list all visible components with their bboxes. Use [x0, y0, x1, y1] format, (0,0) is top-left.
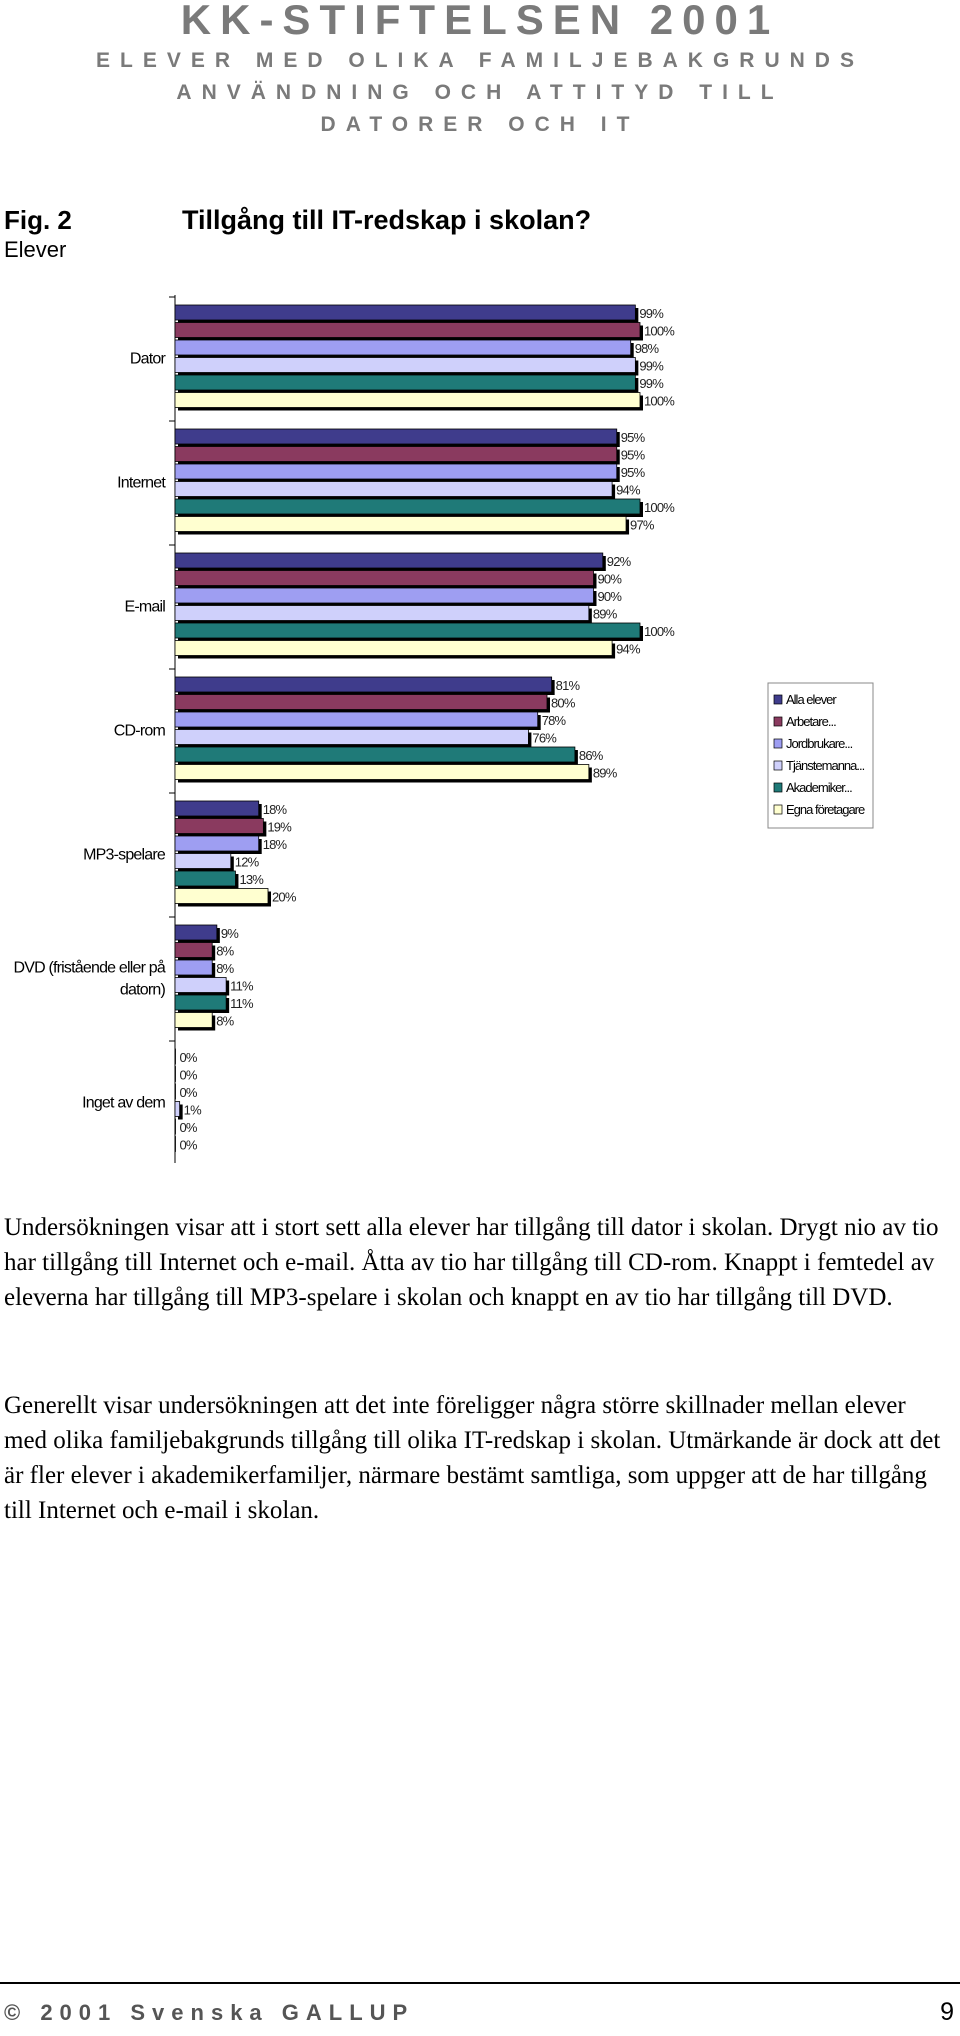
footer-copyright: © 2001 Svenska GALLUP [4, 2000, 415, 2025]
category-label: CD-rom [113, 722, 165, 740]
data-label: 95% [620, 430, 645, 445]
bar [175, 978, 226, 993]
page-footer [0, 1982, 960, 2036]
data-label: 0% [179, 1067, 197, 1083]
bar [175, 305, 635, 320]
data-label: 100% [644, 624, 675, 639]
legend-swatch [774, 805, 782, 814]
report-subtitle-line-1: ELEVER MED OLIKA FAMILJEBAKGRUNDS [96, 49, 864, 72]
bar [175, 960, 212, 975]
legend-entry: Tjänstemanna... [786, 758, 865, 773]
data-label: 94% [616, 482, 640, 498]
bar [175, 641, 612, 656]
data-label: 90% [597, 589, 622, 604]
bar [175, 447, 617, 462]
data-label: 0% [179, 1137, 197, 1153]
data-label: 0% [179, 1050, 197, 1065]
bar [175, 571, 594, 586]
data-label: 11% [230, 996, 253, 1011]
data-label: 89% [592, 765, 617, 781]
bar [175, 943, 212, 958]
legend-entry: Egna företagare [786, 802, 865, 817]
data-label: 86% [578, 748, 603, 763]
data-label: 18% [262, 802, 287, 817]
bar [175, 925, 217, 940]
data-label: 92% [606, 554, 631, 569]
data-label: 9% [220, 926, 239, 941]
data-label: 95% [620, 447, 645, 463]
figure-title: Tillgång till IT-redskap i skolan? [182, 205, 592, 235]
bar [175, 323, 640, 338]
legend-entry: Jordbrukare... [786, 736, 853, 751]
data-label: 98% [634, 341, 659, 356]
bar-chart [0, 290, 960, 1170]
data-label: 89% [592, 606, 617, 622]
data-label: 8% [216, 1013, 234, 1029]
data-label: 80% [551, 695, 575, 711]
report-title: KK-STIFTELSEN 2001 [180, 0, 780, 43]
legend-swatch [774, 695, 782, 704]
bar [175, 375, 635, 390]
report-subtitle-line-3: DATORER OCH IT [320, 113, 640, 136]
bar [175, 712, 538, 727]
bar [175, 1013, 212, 1028]
bar [175, 747, 575, 762]
bar [175, 429, 617, 444]
data-label: 0% [179, 1085, 197, 1100]
category-label: DVD (fristående eller på datorn) [13, 959, 165, 999]
bar [175, 340, 631, 355]
bar [175, 1049, 176, 1064]
legend-entry: Arbetare... [786, 714, 836, 729]
category-label: MP3-spelare [83, 846, 165, 864]
report-subtitle-line-2: ANVÄNDNING OCH ATTITYD TILL [176, 81, 784, 104]
bar [175, 836, 259, 851]
bar [175, 819, 263, 834]
bar [175, 499, 640, 514]
legend-entry: Alla elever [786, 692, 836, 707]
legend-swatch [774, 717, 782, 726]
bar [175, 1084, 176, 1099]
page-number: 9 [940, 1998, 954, 2026]
bar [175, 1067, 176, 1082]
data-label: 100% [644, 500, 675, 515]
bar [175, 358, 635, 373]
data-label: 13% [239, 872, 264, 887]
data-label: 99% [639, 358, 663, 374]
data-label: 97% [630, 517, 654, 533]
data-label: 8% [216, 961, 234, 976]
body-paragraph-1: Undersökningen visar att i stort sett alla elever har tillgång till dator i skolan. Drygt nio av tio har tillgång till Internet och e-mail. Åtta av tio har tillgång till CD-rom. Knappt i femtedel av eleverna har tillgång till MP3-spelare i skolan och knappt en av tio har tillgång till DVD. [4, 1214, 939, 1311]
legend-swatch [774, 739, 782, 748]
figure-sublabel: Elever [4, 237, 67, 262]
bar [175, 730, 528, 745]
data-label: 0% [179, 1120, 197, 1135]
bar [175, 393, 640, 408]
category-label: Inget av dem [82, 1094, 165, 1112]
bar [175, 588, 594, 603]
bar [175, 606, 589, 621]
data-label: 100% [644, 393, 675, 409]
data-label: 76% [532, 730, 557, 746]
bar [175, 801, 259, 816]
bar [175, 1119, 176, 1134]
legend-swatch [774, 761, 782, 770]
bar [175, 464, 617, 479]
bar [175, 517, 626, 532]
data-label: 78% [541, 713, 566, 728]
data-label: 81% [555, 678, 580, 693]
data-label: 99% [639, 306, 663, 321]
bar [175, 482, 612, 497]
bar [175, 1102, 180, 1117]
data-label: 18% [262, 837, 287, 852]
bar [175, 871, 235, 886]
data-label: 19% [267, 819, 291, 835]
bar [175, 995, 226, 1010]
data-label: 99% [639, 376, 663, 391]
data-label: 94% [616, 641, 640, 657]
body-paragraph-2: Generellt visar undersökningen att det inte föreligger några större skillnader mellan elever med olika familjebakgrunds tillgång till olika IT-redskap i skolan. Utmärkande är dock att det är fler elever i akademikerfamiljer, närmare bestämt samtliga, som uppger att de har tillgång till Internet och e-mail i skolan. [4, 1392, 941, 1524]
bar [175, 765, 589, 780]
bar [175, 889, 268, 904]
data-label: 100% [644, 323, 675, 339]
bar [175, 854, 231, 869]
category-label: E-mail [124, 598, 165, 616]
data-label: 20% [272, 889, 296, 905]
category-label: Internet [117, 474, 165, 492]
bar [175, 1137, 176, 1152]
data-label: 1% [183, 1102, 201, 1118]
data-label: 90% [597, 571, 622, 587]
bar [175, 553, 603, 568]
bar [175, 677, 552, 692]
category-label: Dator [129, 350, 165, 368]
data-label: 8% [216, 943, 234, 959]
data-label: 95% [620, 465, 645, 480]
legend-swatch [774, 783, 782, 792]
figure-label: Fig. 2 [4, 205, 72, 235]
data-label: 11% [230, 978, 253, 994]
bar [175, 623, 640, 638]
bar [175, 695, 547, 710]
data-label: 12% [234, 854, 259, 870]
legend-entry: Akademiker... [786, 780, 852, 795]
